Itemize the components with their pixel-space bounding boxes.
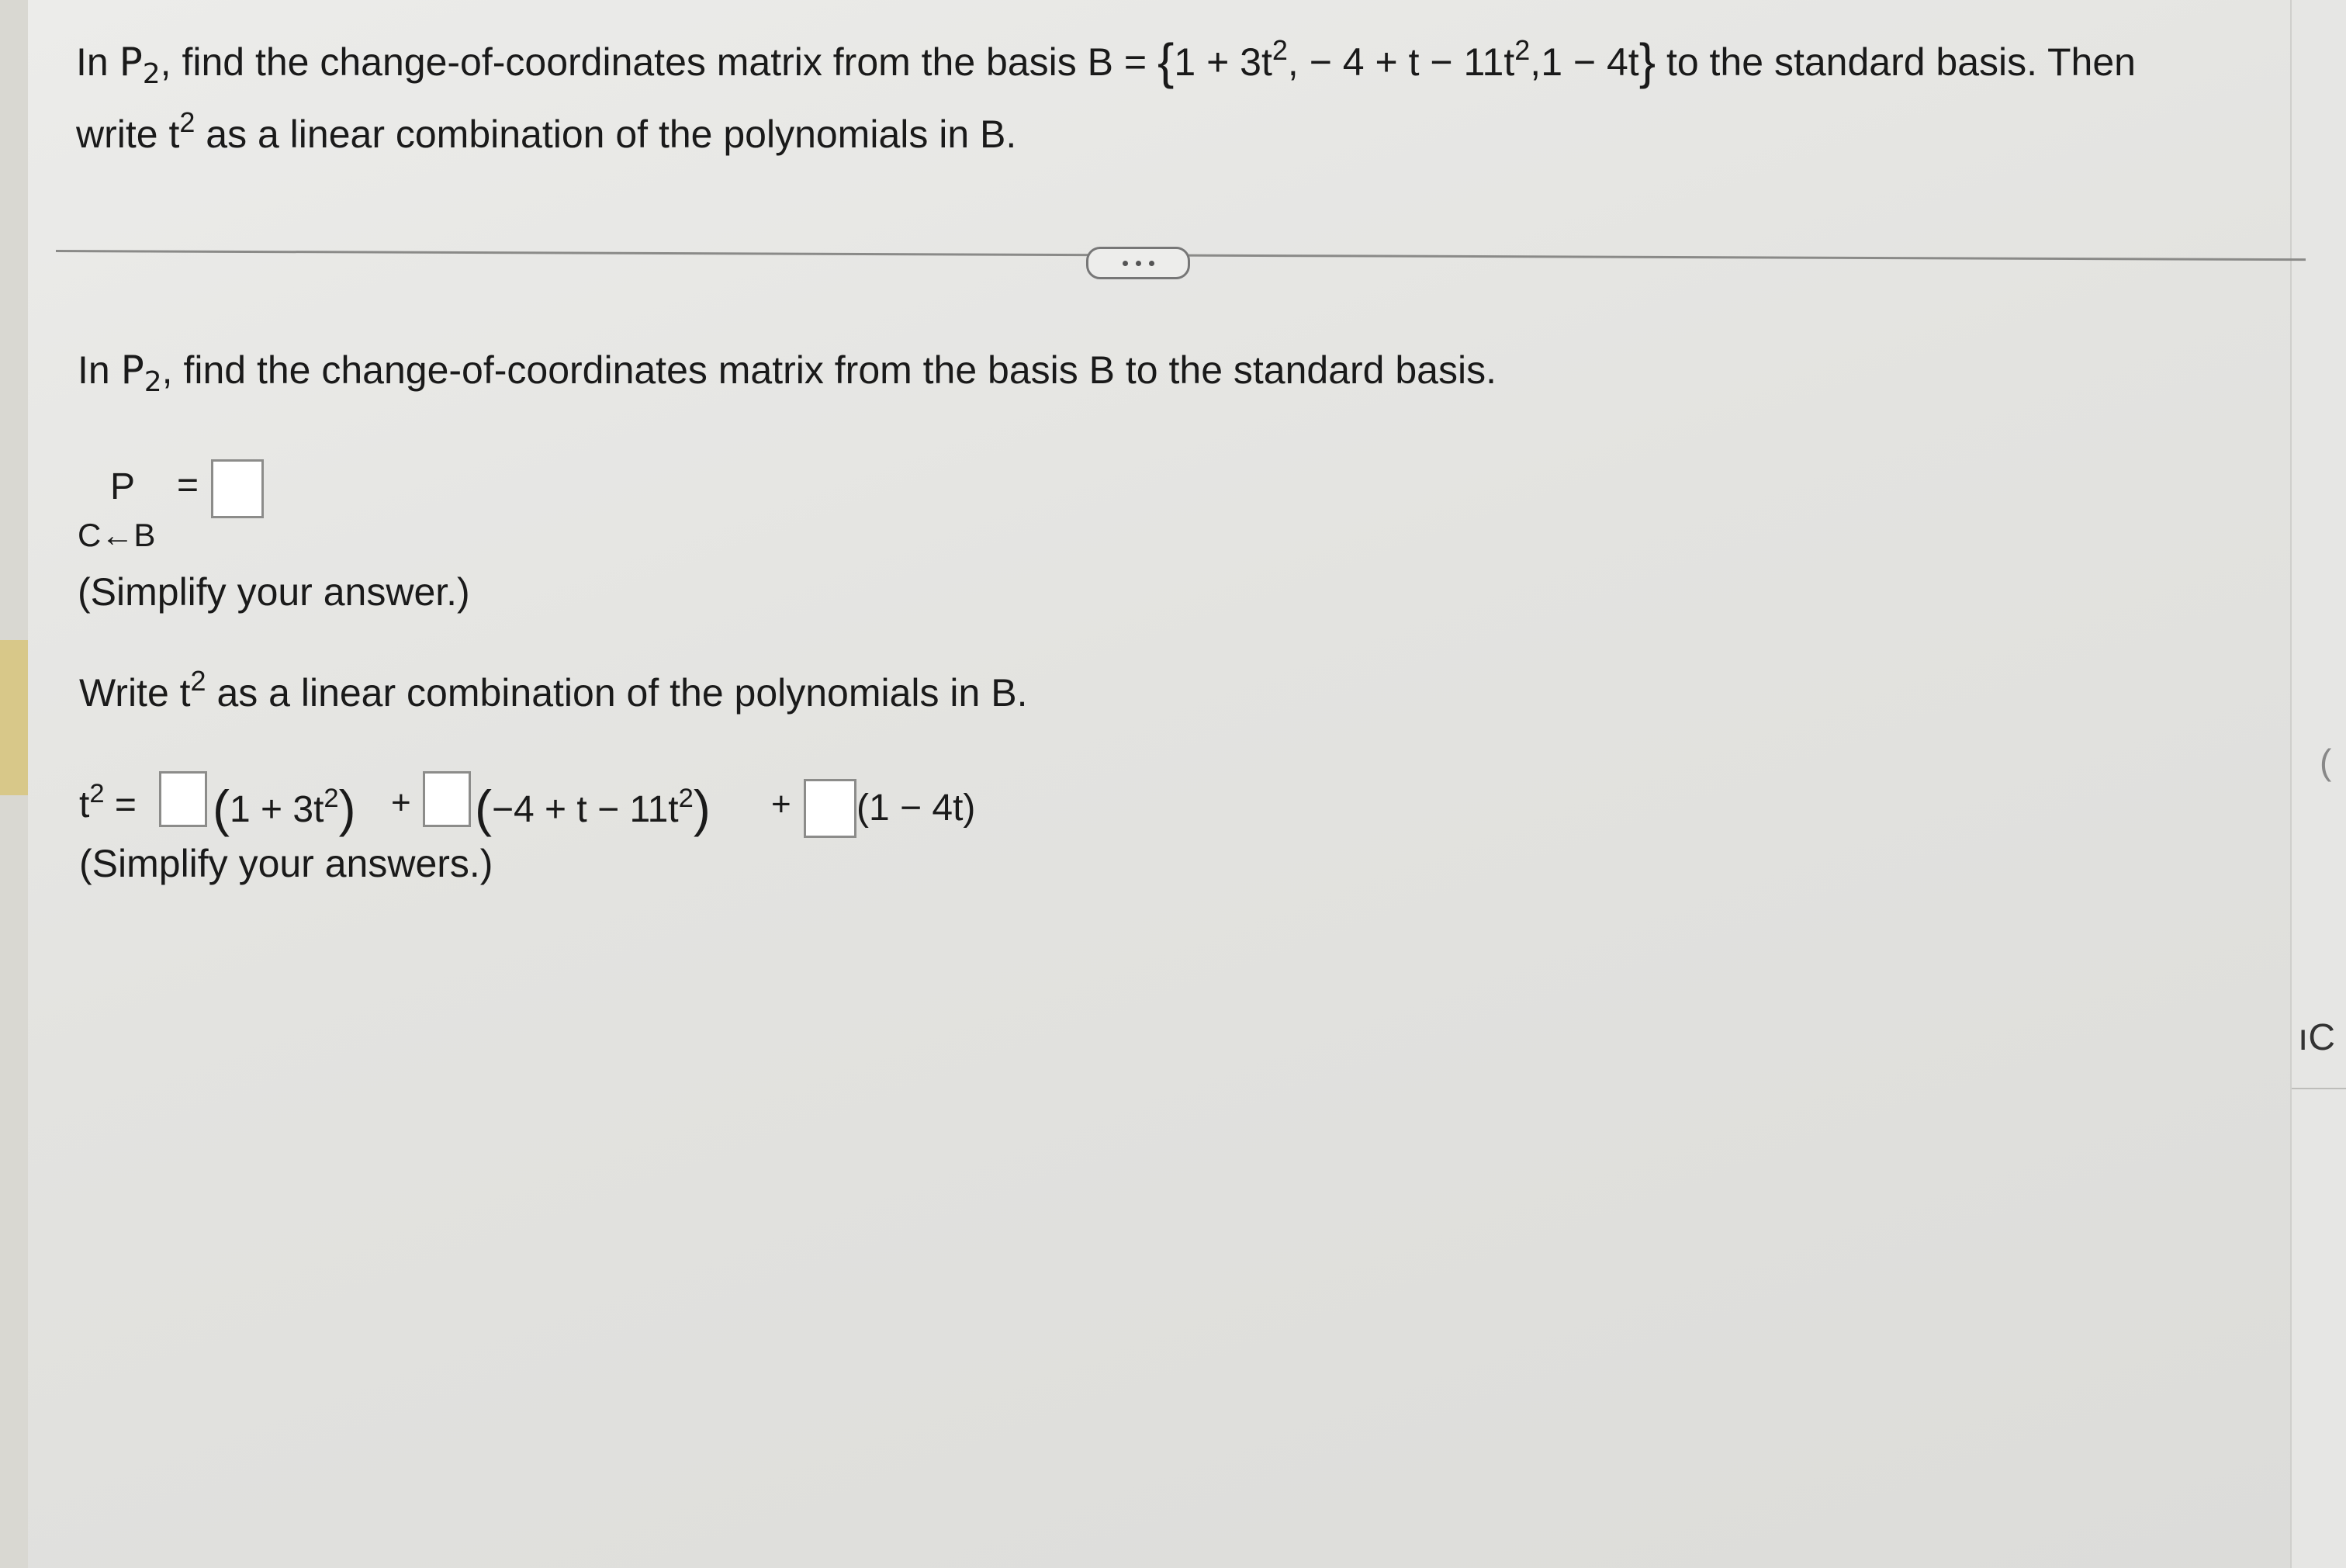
lhs-t-squared bbox=[79, 779, 137, 826]
text: −4 + t − 11t bbox=[491, 789, 679, 830]
text: t bbox=[79, 784, 90, 826]
space-letter: P bbox=[119, 40, 143, 85]
brace-open: { bbox=[1157, 33, 1175, 89]
right-panel-divider bbox=[2292, 1088, 2346, 1089]
dot-icon bbox=[1123, 261, 1128, 266]
text: , find the change-of-coordinates matrix from the basis B = bbox=[160, 40, 1158, 84]
space-symbol bbox=[120, 348, 162, 399]
exponent: 2 bbox=[1514, 34, 1531, 67]
coefficient-2-input[interactable] bbox=[423, 771, 471, 827]
text: = bbox=[104, 784, 137, 826]
left-panel-edge bbox=[0, 0, 28, 1568]
text: Write t bbox=[79, 671, 191, 715]
paren-open: ( bbox=[213, 780, 230, 837]
right-panel-edge bbox=[2290, 0, 2346, 1568]
space-subscript: 2 bbox=[142, 58, 161, 91]
text: as a linear combination of the polynomials in B. bbox=[206, 671, 1028, 715]
expand-more-button[interactable] bbox=[1086, 247, 1190, 279]
text: to the standard basis. Then bbox=[1656, 40, 2136, 84]
text: as a linear combination of the polynomials in B. bbox=[195, 112, 1017, 156]
paren-close: ) bbox=[338, 780, 356, 837]
exponent: 2 bbox=[678, 784, 694, 813]
dot-icon bbox=[1136, 261, 1141, 266]
simplify-note-2: (Simplify your answers.) bbox=[79, 842, 493, 885]
basis-poly-1: 1 + 3t bbox=[1174, 40, 1272, 84]
space-symbol bbox=[119, 40, 161, 91]
text: , find the change-of-coordinates matrix from the basis B to the standard basis. bbox=[161, 348, 1497, 392]
space-subscript: 2 bbox=[144, 366, 162, 399]
exponent: 2 bbox=[1272, 34, 1288, 67]
right-panel-tag: ıC bbox=[2298, 1017, 2335, 1058]
right-panel-paren: ( bbox=[2320, 742, 2332, 782]
text: 1 + 3t bbox=[229, 789, 324, 830]
dot-icon bbox=[1149, 261, 1154, 266]
coefficient-1-input[interactable] bbox=[159, 771, 207, 827]
exponent: 2 bbox=[324, 784, 339, 813]
exponent: 2 bbox=[89, 779, 105, 808]
basis-term-3: (1 − 4t) bbox=[856, 787, 976, 829]
plus-sign: + bbox=[771, 785, 791, 823]
space-letter: P bbox=[120, 348, 144, 393]
basis-poly-3: ,1 − 4t bbox=[1530, 40, 1639, 84]
basis-term-1 bbox=[213, 779, 356, 838]
text: write t bbox=[76, 112, 180, 156]
plus-sign: + bbox=[391, 784, 411, 822]
text: In bbox=[78, 348, 121, 392]
exponent: 2 bbox=[190, 665, 206, 697]
part1-prompt bbox=[78, 348, 1497, 398]
question-line-1 bbox=[76, 33, 2136, 90]
paren-close: ) bbox=[693, 780, 711, 837]
basis-poly-2: , − 4 + t − 11t bbox=[1287, 40, 1515, 84]
question-line-2 bbox=[76, 106, 1017, 157]
p-subscript: C←B bbox=[78, 517, 156, 553]
exponent: 2 bbox=[179, 106, 196, 139]
basis-term-2 bbox=[475, 779, 711, 838]
p-label: P bbox=[110, 466, 136, 507]
brace-close: } bbox=[1638, 33, 1656, 89]
paren-open: ( bbox=[475, 780, 492, 837]
left-highlight bbox=[0, 640, 28, 795]
equals-sign: = bbox=[177, 465, 199, 506]
text: In bbox=[76, 40, 119, 84]
matrix-answer-input[interactable] bbox=[211, 459, 264, 518]
coefficient-3-input[interactable] bbox=[804, 779, 856, 838]
simplify-note-1: (Simplify your answer.) bbox=[78, 570, 470, 614]
part2-prompt bbox=[79, 665, 1028, 715]
